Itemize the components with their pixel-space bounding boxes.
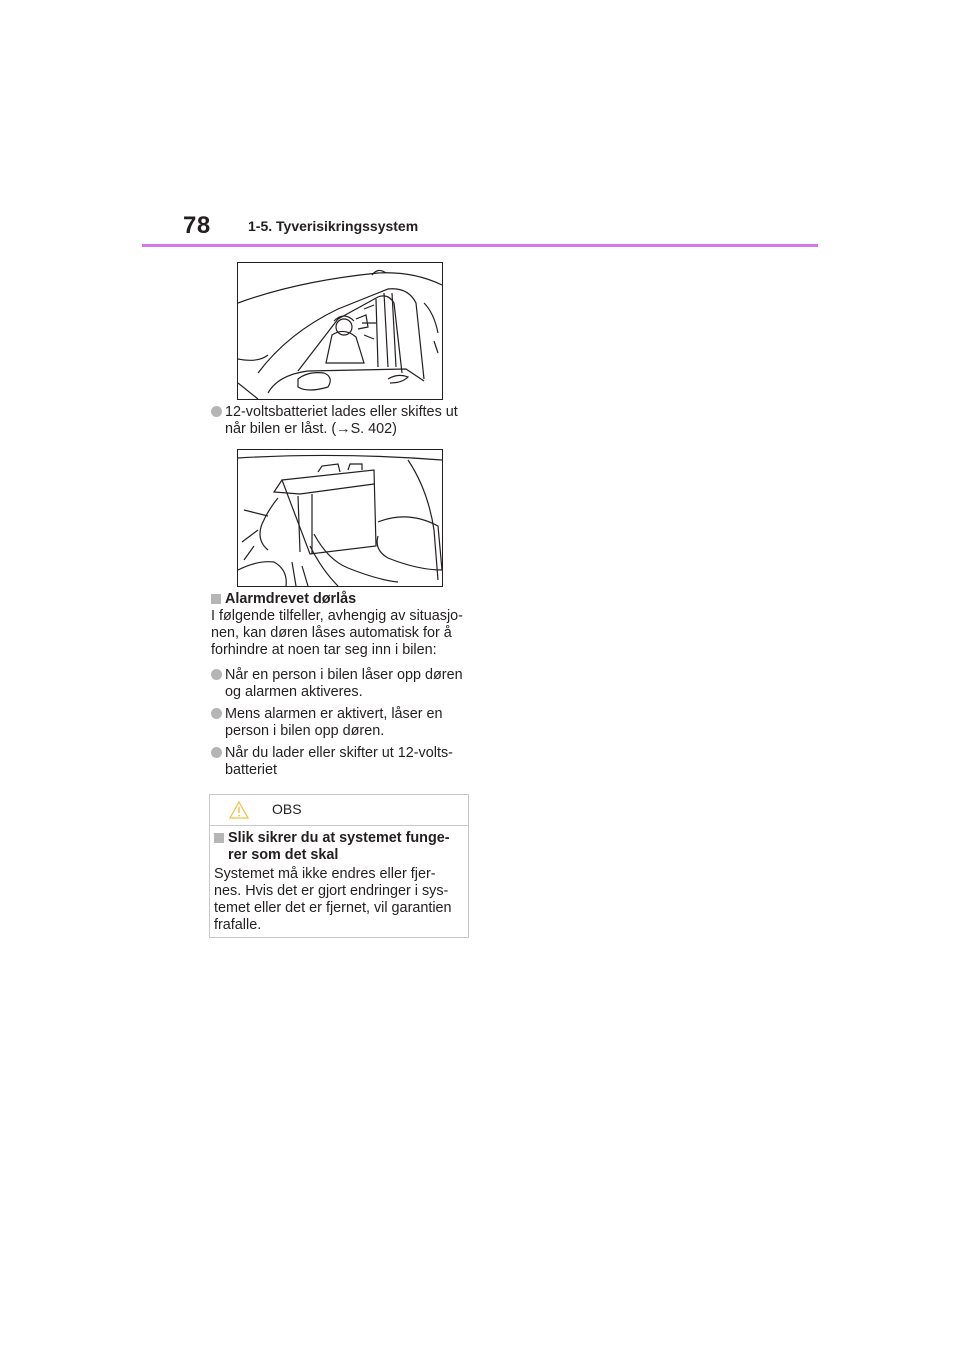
- intro-line: nen, kan døren låses automatisk for å: [211, 625, 452, 641]
- notice-body: Systemet må ikke endres eller fjer- nes. Hvis det er gjort endringer i sys- temet eller det er fjernet, vil garantien frafalle.: [214, 866, 452, 933]
- driver-in-car-illustration: [237, 262, 443, 400]
- bullet-battery: [211, 404, 471, 438]
- notice-header: [210, 795, 468, 826]
- heading-square-icon: [211, 594, 221, 604]
- bullet-line: 12-voltsbatteriet lades eller skiftes ut: [225, 404, 458, 420]
- bullet-line: batteriet: [225, 762, 277, 778]
- intro-line: forhindre at noen tar seg inn i bilen:: [211, 642, 437, 658]
- section-title: 1-5. Tyverisikringssystem: [248, 218, 419, 234]
- car-battery-illustration: [237, 449, 443, 587]
- notice-box: [209, 794, 469, 938]
- heading-square-icon: [214, 833, 224, 843]
- alarm-bullet-1: [211, 667, 471, 701]
- bullet-line: person i bilen opp døren.: [225, 723, 385, 739]
- notice-label: OBS: [272, 801, 302, 817]
- bullet-line: Når du lader eller skifter ut 12-volts-: [225, 745, 453, 761]
- notice-heading: Slik sikrer du at systemet funge- rer som det skal: [214, 830, 464, 864]
- intro-line: I følgende tilfeller, avhengig av situasjo-: [211, 608, 463, 624]
- header-rule: [142, 244, 818, 247]
- bullet-line: Når en person i bilen låser opp døren: [225, 667, 463, 683]
- alarm-bullet-2: [211, 706, 471, 740]
- bullet-dot-icon: [211, 669, 222, 680]
- alarm-bullet-3: [211, 745, 471, 779]
- bullet-dot-icon: [211, 708, 222, 719]
- alarm-section-heading: Alarmdrevet dørlås: [211, 591, 471, 608]
- bullet-line: og alarmen aktiveres.: [225, 684, 363, 700]
- page-number: 78: [183, 212, 211, 239]
- alarm-intro: [211, 608, 473, 659]
- bullet-line: Mens alarmen er aktivert, låser en: [225, 706, 443, 722]
- bullet-dot-icon: [211, 747, 222, 758]
- bullet-dot-icon: [211, 406, 222, 417]
- warning-triangle-icon: [229, 801, 249, 824]
- bullet-line: når bilen er låst. (→S. 402): [225, 421, 397, 437]
